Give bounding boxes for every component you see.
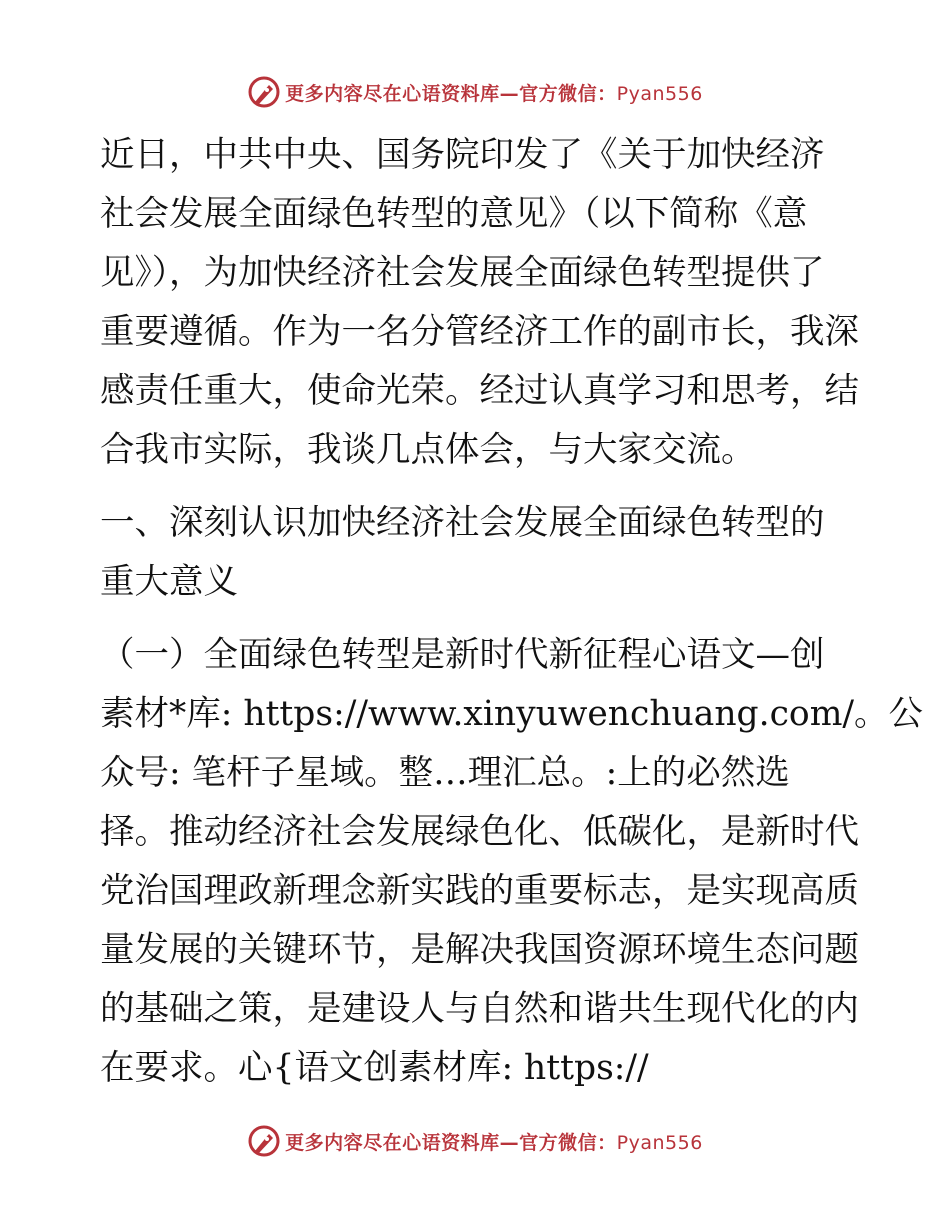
banner-text bbox=[285, 79, 703, 106]
pen-nib-logo-icon bbox=[247, 75, 281, 109]
text-line: 的基础之策，是建设人与自然和谐共生现代化的内 bbox=[100, 989, 859, 1029]
banner-label: 更多内容尽在心语资料库—官方微信： bbox=[285, 82, 617, 105]
banner-label: 更多内容尽在心语资料库—官方微信： bbox=[285, 1131, 617, 1154]
text-line: 众号: 笔杆子星域。整…理汇总。:上的必然选 bbox=[100, 753, 790, 793]
text-line: 社会发展全面绿色转型的意见》（以下简称《意 bbox=[100, 194, 808, 234]
text-line: 择。推动经济社会发展绿色化、低碳化，是新时代 bbox=[100, 812, 859, 852]
text-line: 一、深刻认识加快经济社会发展全面绿色转型的 bbox=[100, 503, 825, 543]
subsection-paragraph bbox=[100, 626, 924, 1098]
text-line: 感责任重大，使命光荣。经过认真学习和思考，结 bbox=[100, 371, 859, 411]
intro-paragraph bbox=[100, 126, 859, 480]
banner-text bbox=[285, 1128, 703, 1155]
text-line: 重大意义 bbox=[100, 562, 238, 602]
banner-wechat-id: Pyan556 bbox=[616, 1131, 703, 1154]
text-line: 合我市实际，我谈几点体会，与大家交流。 bbox=[100, 430, 756, 470]
footer-banner bbox=[0, 1121, 950, 1161]
text-line: 在要求。心{语文创素材库: https:// bbox=[100, 1048, 649, 1088]
text-line: 重要遵循。作为一名分管经济工作的副市长，我深 bbox=[100, 312, 859, 352]
text-line: 近日，中共中央、国务院印发了《关于加快经济 bbox=[100, 135, 825, 175]
document-body bbox=[100, 126, 924, 1098]
header-banner bbox=[0, 72, 950, 112]
text-line: （一）全面绿色转型是新时代新征程心语文—创 bbox=[100, 635, 825, 675]
pen-nib-logo-icon bbox=[247, 1124, 281, 1158]
text-line: 党治国理政新理念新实践的重要标志，是实现高质 bbox=[100, 871, 859, 911]
text-line: 素材*库: https://www.xinyuwenchuang.com/。公 bbox=[100, 694, 924, 734]
text-line: 见》），为加快经济社会发展全面绿色转型提供了 bbox=[100, 253, 825, 293]
banner-wechat-id: Pyan556 bbox=[616, 82, 703, 105]
text-line: 量发展的关键环节，是解决我国资源环境生态问题 bbox=[100, 930, 859, 970]
section-heading bbox=[100, 494, 848, 612]
